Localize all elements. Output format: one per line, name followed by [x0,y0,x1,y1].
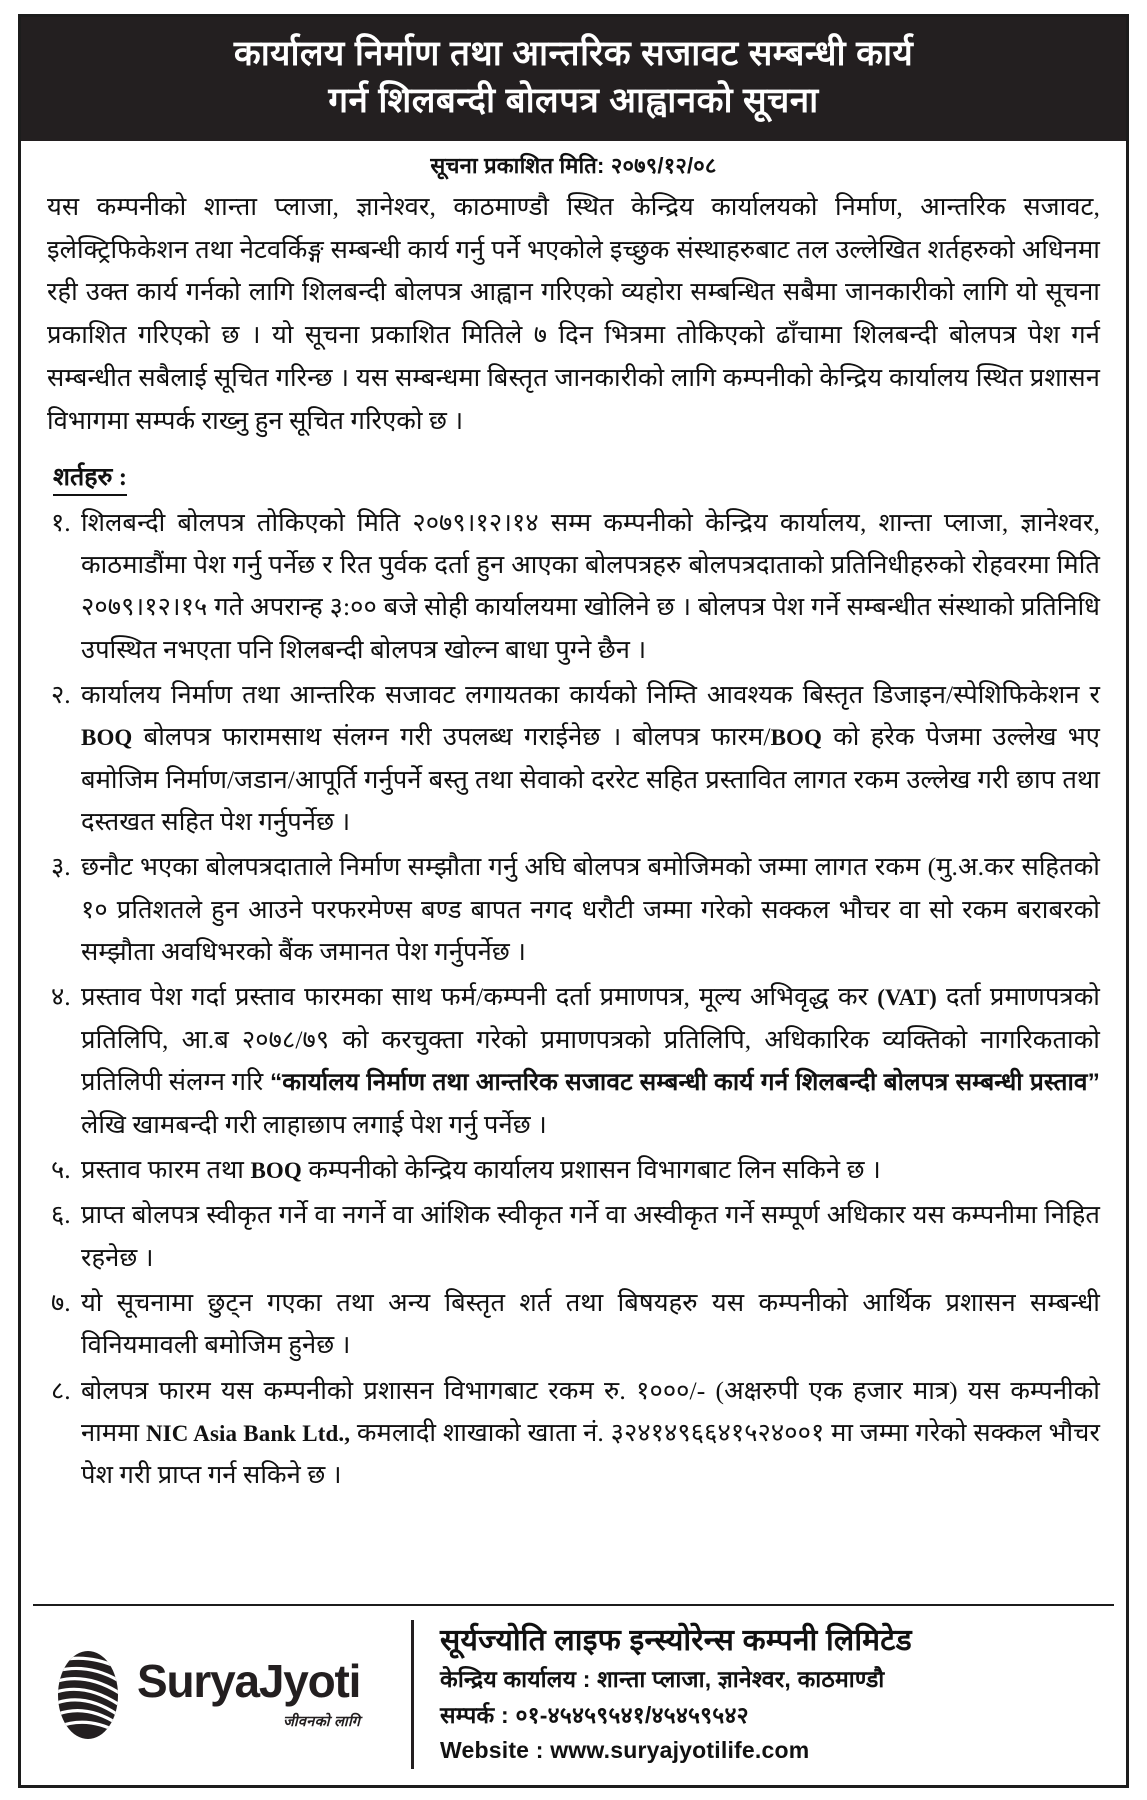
brand-tagline: जीवनको लागि [283,1714,361,1731]
term-number: ५. [51,1155,71,1184]
term-text [81,1370,1100,1497]
term-item-4 [47,976,1100,1146]
term-text-segment: लेखि खामबन्दी गरी लाहाछाप लगाई पेश गर्नु पर्नेछ । [81,1109,547,1139]
brand-block [51,1646,411,1744]
term-number: ७. [51,1287,71,1317]
term-number: ४. [51,982,71,1012]
term-text-segment: प्रस्ताव फारम तथा [81,1155,251,1184]
term-item-6 [47,1194,1100,1279]
term-item-3 [47,846,1100,973]
publish-date: सूचना प्रकाशित मिति: २०७९/१२/०८ [430,152,717,178]
notice-body [21,186,1126,1604]
term-item-5 [47,1149,1100,1191]
notice-title-line-1: कार्यालय निर्माण तथा आन्तरिक सजावट सम्बन्धी कार्य [233,34,914,73]
envelope-caption-quote: “कार्यालय निर्माण तथा आन्तरिक सजावट सम्बन्धी कार्य गर्न शिलबन्दी बोलपत्र सम्बन्धी प्रस्ताव” [269,1069,1100,1097]
boq-label: BOQ [250,1158,302,1183]
company-name: सूर्यज्योति लाइफ इन्स्योरेन्स कम्पनी लिमिटेड [440,1624,912,1658]
terms-heading-wrap [47,453,1100,502]
term-text [81,1149,1100,1191]
intro-paragraph: यस कम्पनीको शान्ता प्लाजा, ज्ञानेश्वर, काठमाण्डौ स्थित केन्द्रिय कार्यालयको निर्माण, आन्तरिक सजावट, इलेक्ट्रिफिकेशन तथा नेटवर्किङ्ग सम्बन्धी कार्य गर्नु पर्ने भएकोले इच्छुक संस्थाहरुबाट तल उल्लेखित शर्तहरुको अधिनमा रही उक्त कार्य गर्नको लागि शिलबन्दी बोलपत्र आह्वान गरिएको व्यहोरा सम्बन्धित सबैमा जानकारीको लागि यो सूचना प्रकाशित गरिएको छ । यो सूचना प्रकाशित मितिले ७ दिन भित्रमा तोकिएको ढाँचामा शिलबन्दी बोलपत्र पेश गर्न सम्बन्धीत सबैलाई सूचित गरिन्छ । यस सम्बन्धमा बिस्तृत जानकारीको लागि कम्पनीको केन्द्रिय कार्यालय स्थित प्रशासन विभागमा सम्पर्क राख्नु हुन सूचित गरिएको छ । [47,191,1100,435]
term-item-8 [47,1370,1100,1497]
brand-name: SuryaJyoti [137,1655,361,1708]
term-number: ३. [51,852,71,882]
boq-label: BOQ [770,725,823,751]
term-text [81,846,1100,973]
company-website: Website : www.suryajyotilife.com [440,1737,810,1764]
bank-name-label: NIC Asia Bank Ltd., [145,1420,351,1446]
notice-footer [21,1606,1126,1785]
term-text-segment: कम्पनीको केन्द्रिय कार्यालय प्रशासन विभागबाट लिन सकिने छ । [301,1155,881,1184]
terms-heading: शर्तहरु : [53,459,127,496]
term-text-segment: को हरेक पेजमा उल्लेख भए बमोजिम निर्माण/जडान/आपूर्ति गर्नुपर्ने बस्तु तथा सेवाको दररेट सहित प्रस्तावित लागत रकम उल्लेख गरी छाप तथा दस्तखत सहित पेश गर्नुपर्नेछ । [81,722,1100,837]
term-text-segment: छनौट भएका बोलपत्रदाताले निर्माण सम्झौता गर्नु अघि बोलपत्र बमोजिमको जम्मा लागत रकम (मु.अ.कर सहितको १० प्रतिशतले हुन आउने परफरमेण्स बण्ड बापत नगद धरौटी जम्मा गरेको सक्कल भौचर वा सो रकम बराबरको सम्झौता अवधिभरको बैंक जमानत पेश गर्नुपर्नेछ । [81,852,1100,967]
term-text-segment: बोलपत्र फारामसाथ संलग्न गरी उपलब्ध गराईनेछ । बोलपत्र फारम/ [132,722,771,752]
term-item-1 [47,502,1100,671]
term-text [81,1282,1100,1367]
term-item-7 [47,1282,1100,1367]
term-text [81,976,1100,1146]
term-text-segment: दर्ता प्रमाणपत्रको प्रतिलिपि, आ.ब २०७८/७९ को करचुक्ता गरेको प्रमाणपत्रको प्रतिलिपि, अधिकारिक व्यक्तिको नागरिकताको प्रतिलिपी संलग्न गरि [81,982,1100,1097]
term-text-segment: शिलबन्दी बोलपत्र तोकिएको मिति २०७९।१२।१४ सम्म कम्पनीको केन्द्रिय कार्यालय, शान्ता प्लाजा, ज्ञानेश्वर, काठमाडौंमा पेश गर्नु पर्नेछ र रित पुर्वक दर्ता हुन आएका बोलपत्रहरु बोलपत्रदाताको प्रतिनिधीहरुको रोहवरमा मिति २०७९।१२।१५ गते अपरान्ह ३:०० बजे सोही कार्यालयमा खोलिने छ । बोलपत्र पेश गर्ने सम्बन्धीत संस्थाको प्रतिनिधि उपस्थित नभएता पनि शिलबन्दी बोलपत्र खोल्न बाधा पुग्ने छैन । [81,507,1100,664]
company-phone: सम्पर्क : ०१-४५४५९५४१/४५४५९५४२ [440,1701,749,1728]
notice-header-band [21,17,1126,141]
term-text-segment: कमलादी शाखाको खाता नं. ३२४१४९६६४१५२४००१ मा जम्मा गरेको सक्कल भौचर पेश गरी प्राप्त गर्न सकिने छ । [81,1417,1101,1490]
term-number: १. [51,507,71,537]
term-text-segment: प्राप्त बोलपत्र स्वीकृत गर्ने वा नगर्ने वा आंशिक स्वीकृत गर्ने वा अस्वीकृत गर्ने सम्पूर्ण अधिकार यस कम्पनीमा निहित रहनेछ । [81,1200,1100,1272]
company-address: केन्द्रिय कार्यालय : शान्ता प्लाजा, ज्ञानेश्वर, काठमाण्डौ [440,1666,885,1693]
sun-globe-logo-icon [51,1646,125,1744]
notice-title-line-2: गर्न शिलबन्दी बोलपत्र आह्वानको सूचना [328,80,819,120]
term-text-segment: बोलपत्र फारम यस कम्पनीको प्रशासन विभागबाट रकम रु. १०००/- (अक्षरुपी एक हजार मात्र) यस कम्पनीको नाममा [81,1375,1100,1447]
term-number: ८. [51,1375,71,1405]
brand-wordmark [137,1655,361,1731]
term-number: ६. [51,1200,71,1230]
term-text [81,674,1100,843]
term-text [81,502,1100,671]
terms-list [47,502,1100,1497]
vat-label: (VAT) [877,985,937,1011]
term-item-2 [47,674,1100,843]
company-contact-block [440,1620,1106,1769]
term-text-segment: यो सूचनामा छुट्न गएका तथा अन्य बिस्तृत शर्त तथा बिषयहरु यस कम्पनीको आर्थिक प्रशासन सम्बन्धी विनियमावली बमोजिम हुनेछ । [81,1287,1100,1360]
term-text-segment: प्रस्ताव पेश गर्दा प्रस्ताव फारमका साथ फर्म/कम्पनी दर्ता प्रमाणपत्र, मूल्य अभिवृद्ध कर [81,982,878,1012]
notice-frame [18,14,1129,1788]
term-text-segment: कार्यालय निर्माण तथा आन्तरिक सजावट लगायतका कार्यको निम्ति आवश्यक बिस्तृत डिजाइन/स्पेशिफिकेशन र [81,680,1100,710]
boq-label: BOQ [81,725,133,751]
footer-vertical-divider [411,1620,414,1769]
term-text [81,1194,1100,1279]
term-number: २. [51,680,71,710]
